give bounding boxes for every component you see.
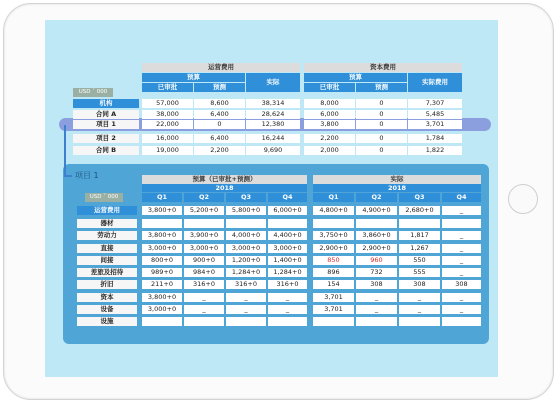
actual-cell: 4,900+0 <box>356 206 397 215</box>
actual-cell: 550 <box>399 256 440 265</box>
budget-q2[interactable]: Q2 <box>184 193 224 202</box>
actual-cell: 1,817 <box>399 231 440 240</box>
actual-cell: 3,701 <box>313 305 354 314</box>
detail-row-label[interactable]: 直接 <box>77 244 137 253</box>
row-label-project-1[interactable]: 项目 1 <box>73 120 139 129</box>
cell: 16,000 <box>142 134 193 143</box>
cell: 16,244 <box>246 134 300 143</box>
budget-year: 2018 <box>142 184 307 192</box>
budget-cell: 3,000+0 <box>142 244 182 253</box>
actual-cell: _ <box>356 305 397 314</box>
opex-budget-header: 预算 <box>142 73 245 82</box>
actual-cell <box>313 317 354 326</box>
detail-row-label[interactable]: 设备 <box>77 305 137 314</box>
budget-cell <box>268 219 307 228</box>
budget-cell: _ <box>268 293 307 302</box>
budget-cell <box>142 317 182 326</box>
cell: 6,000 <box>304 110 355 119</box>
actual-cell <box>399 219 440 228</box>
actual-cell: 308 <box>356 280 397 289</box>
detail-row-label[interactable]: 资本 <box>77 293 137 302</box>
actual-q2[interactable]: Q2 <box>356 193 397 202</box>
actual-cell: 308 <box>442 280 481 289</box>
actual-cell: 850 <box>313 256 354 265</box>
actual-cell <box>399 317 440 326</box>
budget-cell: 3,000+0 <box>184 244 224 253</box>
cell: 38,314 <box>246 99 300 108</box>
cell: 0 <box>194 120 245 129</box>
actual-cell: 4,800+0 <box>313 206 354 215</box>
budget-cell: 984+0 <box>184 268 224 277</box>
budget-cell: 211+0 <box>142 280 182 289</box>
actual-q3[interactable]: Q3 <box>399 193 440 202</box>
cell: 3,701 <box>408 120 462 129</box>
capex-approved-header: 已审批 <box>304 83 355 92</box>
app-screen <box>45 20 498 377</box>
actual-cell: _ <box>442 231 481 240</box>
detail-row-label[interactable]: 运营费用 <box>77 206 137 215</box>
cell: 22,000 <box>142 120 193 129</box>
cell: 38,000 <box>142 110 193 119</box>
actual-cell: 2,900+0 <box>356 244 397 253</box>
actual-cell: _ <box>399 293 440 302</box>
budget-cell: 3,800+0 <box>142 231 182 240</box>
actual-cell <box>313 219 354 228</box>
budget-cell <box>184 219 224 228</box>
budget-cell: 4,400+0 <box>268 231 307 240</box>
actual-cell: 3,860+0 <box>356 231 397 240</box>
cell: 8,600 <box>194 99 245 108</box>
budget-cell: _ <box>184 293 224 302</box>
row-label-contract-b[interactable]: 合同 B <box>73 146 139 155</box>
actual-cell: _ <box>399 305 440 314</box>
cell: 0 <box>356 146 407 155</box>
opex-header: 运营费用 <box>142 63 300 72</box>
tree-connector <box>64 125 66 176</box>
actual-cell: _ <box>442 293 481 302</box>
capex-forecast-header: 预测 <box>356 83 407 92</box>
cell: 6,400 <box>194 134 245 143</box>
actual-cell: 960 <box>356 256 397 265</box>
budget-cell <box>268 317 307 326</box>
budget-header: 预算（已审批+预测） <box>142 175 307 184</box>
cell: 8,000 <box>304 99 355 108</box>
actual-cell: 154 <box>313 280 354 289</box>
budget-cell <box>142 219 182 228</box>
actual-cell: _ <box>442 244 481 253</box>
budget-cell: 3,000+0 <box>268 244 307 253</box>
actual-cell: 2,680+0 <box>399 206 440 215</box>
cell: 3,800 <box>304 120 355 129</box>
cell: 28,624 <box>246 110 300 119</box>
cell: 1,784 <box>408 134 462 143</box>
budget-cell: 316+0 <box>268 280 307 289</box>
budget-cell <box>184 317 224 326</box>
budget-cell <box>226 219 266 228</box>
budget-cell: 5,800+0 <box>226 206 266 215</box>
actual-cell <box>442 219 481 228</box>
cell: 57,000 <box>142 99 193 108</box>
cell: 12,380 <box>246 120 300 129</box>
actual-q4[interactable]: Q4 <box>442 193 481 202</box>
budget-cell: 316+0 <box>184 280 224 289</box>
budget-cell: _ <box>184 305 224 314</box>
cell: 1,822 <box>408 146 462 155</box>
actual-cell: 2,900+0 <box>313 244 354 253</box>
budget-cell: 900+0 <box>184 256 224 265</box>
cell: 0 <box>356 110 407 119</box>
actual-cell: 896 <box>313 268 354 277</box>
budget-cell: 1,284+0 <box>226 268 266 277</box>
actual-q1[interactable]: Q1 <box>313 193 354 202</box>
budget-cell <box>226 317 266 326</box>
budget-cell: _ <box>268 305 307 314</box>
cell: 0 <box>356 99 407 108</box>
budget-cell: 5,200+0 <box>184 206 224 215</box>
budget-q1[interactable]: Q1 <box>142 193 182 202</box>
detail-row-label[interactable]: 器材 <box>77 219 137 228</box>
budget-cell: 4,000+0 <box>226 231 266 240</box>
cell: 0 <box>356 134 407 143</box>
actual-year: 2018 <box>313 184 481 192</box>
actual-cell: _ <box>442 305 481 314</box>
budget-cell: _ <box>226 293 266 302</box>
cell: 2,000 <box>304 146 355 155</box>
actual-cell: 1,267 <box>399 244 440 253</box>
row-label-org[interactable]: 机构 <box>73 99 139 108</box>
budget-cell: 3,900+0 <box>184 231 224 240</box>
budget-cell: 3,800+0 <box>142 206 182 215</box>
actual-cell: 3,701 <box>313 293 354 302</box>
actual-cell <box>356 219 397 228</box>
detail-row-label[interactable]: 间接 <box>77 256 137 265</box>
actual-cell: _ <box>442 268 481 277</box>
capex-actual-header: 实际费用 <box>408 73 462 92</box>
budget-cell: 3,000+0 <box>226 244 266 253</box>
detail-row-label[interactable]: 劳动力 <box>77 231 137 240</box>
cell: 9,690 <box>246 146 300 155</box>
tree-connector-h <box>64 175 72 177</box>
budget-cell: 800+0 <box>142 256 182 265</box>
actual-cell: _ <box>442 256 481 265</box>
budget-cell: 1,200+0 <box>226 256 266 265</box>
budget-cell: 989+0 <box>142 268 182 277</box>
cell: 7,307 <box>408 99 462 108</box>
budget-cell: 3,800+0 <box>142 293 182 302</box>
currency-selector-detail[interactable]: USD ˇ 000 <box>85 193 123 202</box>
actual-cell: 555 <box>399 268 440 277</box>
cell: 6,400 <box>194 110 245 119</box>
opex-forecast-header: 预测 <box>194 83 245 92</box>
capex-header: 资本费用 <box>304 63 462 72</box>
home-button[interactable] <box>508 184 538 214</box>
budget-q4[interactable]: Q4 <box>268 193 307 202</box>
cell: 0 <box>356 120 407 129</box>
actual-cell <box>356 317 397 326</box>
budget-cell: 6,000+0 <box>268 206 307 215</box>
actual-cell: _ <box>442 206 481 215</box>
capex-budget-header: 预算 <box>304 73 407 82</box>
cell: 2,200 <box>194 146 245 155</box>
budget-cell: 1,284+0 <box>268 268 307 277</box>
opex-actual-header: 实际 <box>246 73 300 92</box>
detail-row-label[interactable]: 折旧 <box>77 280 137 289</box>
cell: 2,200 <box>304 134 355 143</box>
row-label-contract-a[interactable]: 合同 A <box>73 110 139 119</box>
opex-approved-header: 已审批 <box>142 83 193 92</box>
budget-cell: _ <box>226 305 266 314</box>
cell: 19,000 <box>142 146 193 155</box>
detail-row-label[interactable]: 差旅及招待 <box>77 268 137 277</box>
actual-cell: 308 <box>399 280 440 289</box>
project-title: 项目 1 <box>75 171 99 180</box>
actual-cell: _ <box>356 293 397 302</box>
actual-cell: 3,750+0 <box>313 231 354 240</box>
budget-cell: 3,000+0 <box>142 305 182 314</box>
actual-header: 实际 <box>313 175 481 184</box>
currency-selector-top[interactable]: USD ˇ 000 <box>73 88 113 97</box>
budget-cell: 316+0 <box>226 280 266 289</box>
cell: 5,485 <box>408 110 462 119</box>
row-label-project-2[interactable]: 项目 2 <box>73 134 139 143</box>
detail-row-label[interactable]: 设施 <box>77 317 137 326</box>
actual-cell: 732 <box>356 268 397 277</box>
budget-q3[interactable]: Q3 <box>226 193 266 202</box>
actual-cell <box>442 317 481 326</box>
budget-cell: 1,400+0 <box>268 256 307 265</box>
